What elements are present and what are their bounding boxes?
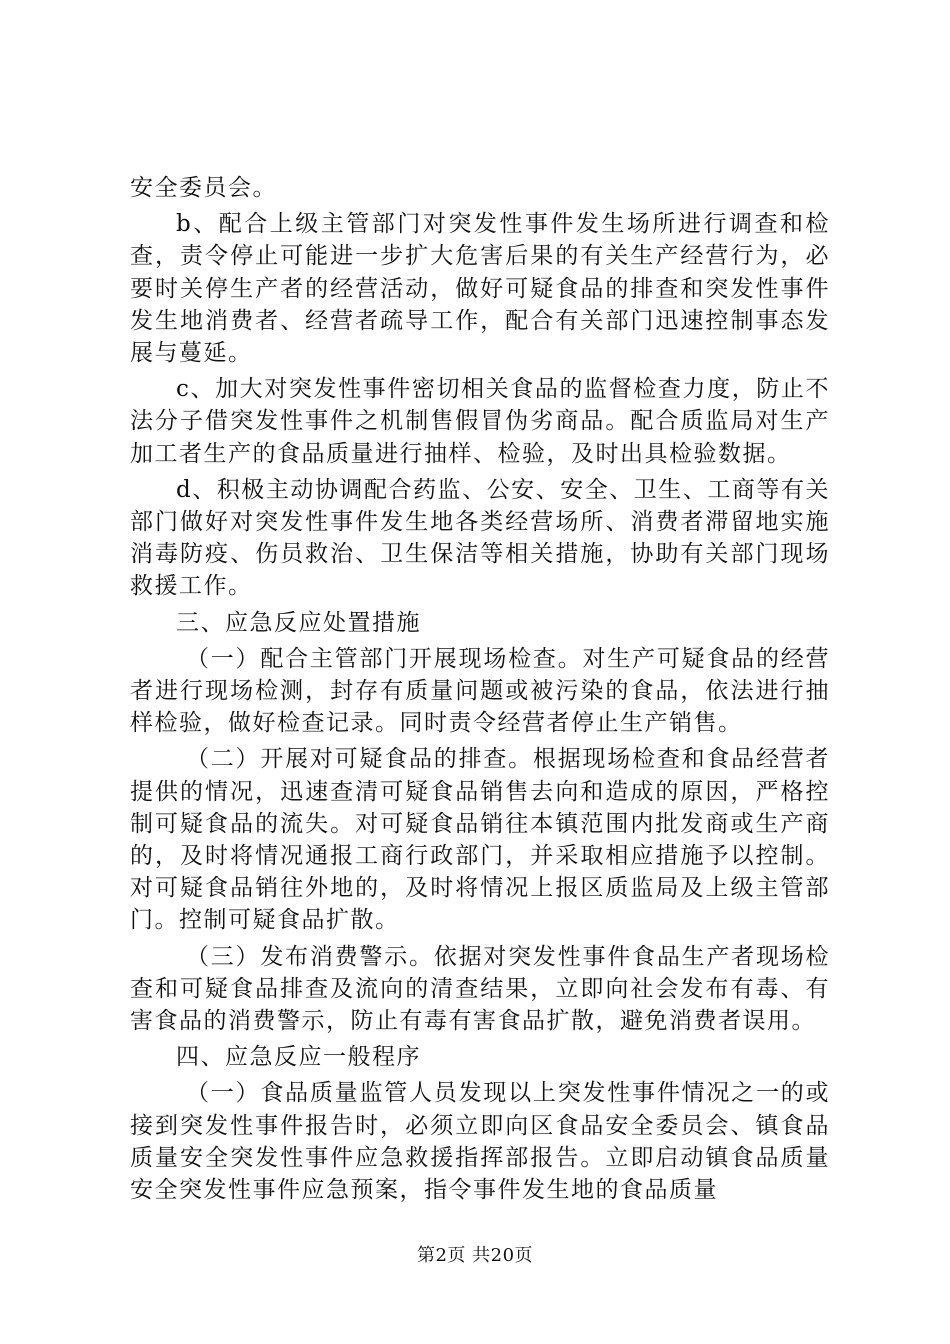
page-number-footer: 第2页 共20页 xyxy=(416,1245,534,1266)
paragraph-item-d: d、积极主动协调配合药监、公安、安全、卫生、工商等有关部门做好对突发性事件发生地各类经营场所、消费者滞留地实施消毒防疫、伤员救治、卫生保洁等相关措施，协助有关部门现场救援工作。 xyxy=(130,476,830,600)
paragraph-measure-1: （一）配合主管部门开展现场检查。对生产可疑食品的经营者进行现场检测，封存有质量问题或被污染的食品，依法进行抽样检验，做好检查记录。同时责令经营者停止生产销售。 xyxy=(130,645,830,737)
paragraph-item-b: b、配合上级主管部门对突发性事件发生场所进行调查和检查，责令停止可能进一步扩大危害后果的有关生产经营行为，必要时关停生产者的经营活动，做好可疑食品的排查和突发性事件发生地消费者、经营者疏导工作，配合有关部门迅速控制事态发展与蔓延。 xyxy=(130,211,830,367)
paragraph-continuation: 安全委员会。 xyxy=(130,175,277,201)
paragraph-item-c: c、加大对突发性事件密切相关食品的监督检查力度，防止不法分子借突发性事件之机制售假冒伪劣商品。配合质监局对生产加工者生产的食品质量进行抽样、检验，及时出具检验数据。 xyxy=(130,376,830,467)
section-heading-3: 三、应急反应处置措施 xyxy=(176,609,421,636)
document-body xyxy=(130,172,830,1210)
section-heading-4: 四、应急反应一般程序 xyxy=(176,1044,421,1071)
paragraph-measure-3: （三）发布消费警示。依据对突发性事件食品生产者现场检查和可疑食品排查及流向的清查结果，立即向社会发布有毒、有害食品的消费警示，防止有毒有害食品扩散，避免消费者误用。 xyxy=(130,943,830,1035)
paragraph-measure-2: （二）开展对可疑食品的排查。根据现场检查和食品经营者提供的情况，迅速查清可疑食品销售去向和造成的原因，严格控制可疑食品的流失。对可疑食品销往本镇范围内批发商或生产商的，及时将情况通报工商行政部门，并采取相应措施予以控制。对可疑食品销往外地的，及时将情况上报区质监局及上级主管部门。控制可疑食品扩散。 xyxy=(130,746,830,934)
paragraph-procedure-1: （一）食品质量监管人员发现以上突发性事件情况之一的或接到突发性事件报告时，必须立即向区食品安全委员会、镇食品质量安全突发性事件应急救援指挥部报告。立即启动镇食品质量安全突发性事件应急预案，指令事件发生地的食品质量 xyxy=(130,1080,830,1204)
